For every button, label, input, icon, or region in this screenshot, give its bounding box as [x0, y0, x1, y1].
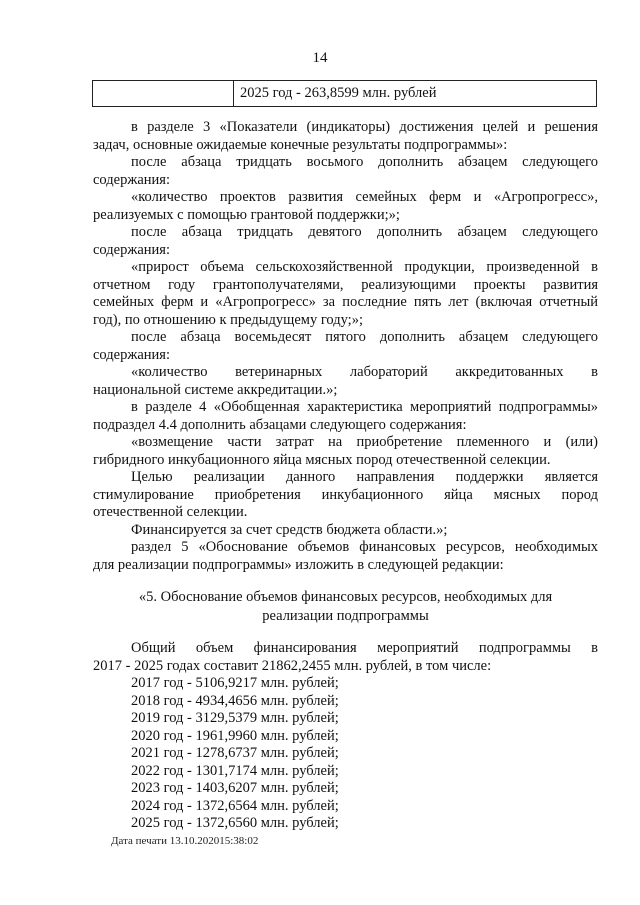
paragraph-line: для реализации подпрограммы» изложить в следующей редакции: [93, 556, 504, 573]
section-heading-line: реализации подпрограммы [262, 608, 429, 624]
paragraph-line: в разделе 4 «Обобщенная характеристика мероприятий подпрограммы» [131, 399, 598, 415]
paragraph-line: отчетном году грантополучателями, реализующими проекты развития [93, 276, 598, 293]
paragraph-line: содержания: [93, 241, 171, 258]
paragraph-line: «прирост объема сельскохозяйственной продукции, произведенной в [131, 259, 598, 275]
paragraph-line: после абзаца восемьдесят пятого дополнить абзацем следующего [131, 329, 598, 345]
paragraph-line: гибридного инкубационного яйца мясных пород отечественной селекции. [93, 451, 551, 468]
yearly-funding-list [93, 675, 598, 833]
year-item: 2021 год - 1278,6737 млн. рублей; [131, 745, 339, 761]
paragraph-line: реализуемых с помощью грантовой поддержки;»; [93, 206, 400, 223]
paragraph-line: после абзаца тридцать восьмого дополнить абзацем следующего [131, 154, 598, 170]
paragraph-line: раздел 5 «Обоснование объемов финансовых ресурсов, необходимых [131, 539, 598, 555]
paragraph-line: Финансируется за счет средств бюджета области.»; [131, 521, 448, 538]
paragraph-line: отечественной селекции. [93, 504, 248, 520]
total-funding-line: 2017 - 2025 годах составит 21862,2455 млн. рублей, в том числе: [93, 657, 492, 674]
page-number: 14 [312, 50, 328, 66]
paragraph-line: в разделе 3 «Показатели (индикаторы) достижения целей и решения [131, 119, 598, 135]
paragraph-line: подраздел 4.4 дополнить абзацами следующего содержания: [93, 416, 467, 433]
table-cell-empty [93, 81, 234, 106]
section-heading-line: «5. Обоснование объемов финансовых ресурсов, необходимых для [138, 589, 553, 605]
document-body [93, 119, 598, 833]
year-item: 2017 год - 5106,9217 млн. рублей; [131, 675, 339, 691]
section-heading [93, 588, 598, 626]
table-cell-2025: 2025 год - 263,8599 млн. рублей [240, 85, 437, 101]
year-item: 2022 год - 1301,7174 млн. рублей; [131, 762, 339, 779]
print-date-footer: Дата печати 13.10.202015:38:02 [111, 835, 259, 847]
paragraph-line: задач, основные ожидаемые конечные результаты подпрограммы»: [93, 136, 508, 153]
paragraph-line: национальной системе аккредитации.»; [93, 381, 338, 398]
year-item: 2020 год - 1961,9960 млн. рублей; [131, 727, 339, 744]
year-item: 2019 год - 3129,5379 млн. рублей; [131, 710, 339, 726]
paragraph-line: стимулирование приобретения инкубационного яйца мясных пород [93, 486, 598, 503]
paragraph-line: после абзаца тридцать девятого дополнить абзацем следующего [131, 224, 598, 240]
paragraph-line: «количество ветеринарных лабораторий аккредитованных в [131, 364, 598, 380]
paragraph-line: «количество проектов развития семейных ферм и «Агропрогресс», [131, 189, 598, 205]
year-item: 2023 год - 1403,6207 млн. рублей; [131, 780, 339, 796]
paragraph-line: год), по отношению к предыдущему году;»; [93, 311, 363, 328]
paragraph-line: содержания: [93, 346, 171, 363]
paragraph-line: «возмещение части затрат на приобретение племенного и (или) [131, 434, 598, 450]
paragraph-line: содержания: [93, 171, 171, 188]
funding-table-fragment [92, 80, 597, 107]
total-funding-line: Общий объем финансирования мероприятий подпрограммы в [131, 640, 598, 656]
year-item: 2025 год - 1372,6560 млн. рублей; [131, 815, 339, 831]
paragraph-line: Целью реализации данного направления поддержки является [131, 469, 598, 485]
paragraph-line: семейных ферм и «Агропрогресс» за последние пять лет (включая отчетный [93, 294, 598, 310]
year-item: 2018 год - 4934,4656 млн. рублей; [131, 692, 339, 709]
year-item: 2024 год - 1372,6564 млн. рублей; [131, 797, 339, 814]
